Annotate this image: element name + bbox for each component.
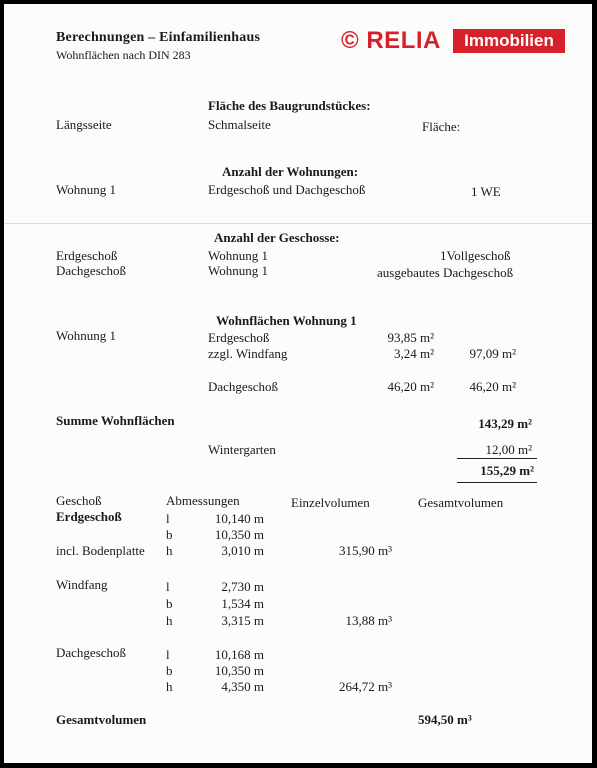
geschoss-row-value: 1Vollgeschoß: [440, 248, 511, 263]
dim-key: b: [166, 527, 173, 542]
schmalseite-label: Schmalseite: [208, 117, 271, 132]
volumen-group-name: Erdgeschoß: [56, 509, 122, 524]
wohnungen-label: Wohnung 1: [56, 182, 116, 197]
flaeche-row-area: 3,24 m²: [393, 346, 434, 361]
dim-key: b: [166, 663, 173, 678]
grundstueck-heading: Fläche des Baugrundstückes:: [208, 98, 371, 113]
dim-value: 10,350 m: [214, 663, 264, 678]
geschoss-row-value: ausgebautes Dachgeschoß: [377, 265, 514, 280]
flaeche-row-area: 93,85 m²: [387, 330, 434, 345]
volumen-group-name: Windfang: [56, 577, 108, 592]
dim-value: 3,010 m: [221, 543, 264, 558]
geschoss-row-unit: Wohnung 1: [208, 263, 268, 278]
volumen-group-volume: 315,90 m³: [338, 543, 392, 558]
volumen-group-name: Dachgeschoß: [56, 645, 127, 660]
flaeche-row-sum: 97,09 m²: [469, 346, 516, 361]
dim-key: b: [166, 596, 173, 611]
total-value: 155,29 m²: [480, 463, 534, 478]
dim-value: 3,315 m: [221, 613, 264, 628]
dim-value: 10,350 m: [214, 527, 264, 542]
flaeche-row-sum: 46,20 m²: [469, 379, 516, 394]
total-rule: [457, 482, 537, 483]
dim-value: 4,350 m: [221, 679, 264, 694]
geschoss-row-label: Dachgeschoß: [56, 263, 127, 278]
geschoss-row-unit: Wohnung 1: [208, 248, 268, 263]
col-header-gesamtvolumen: Gesamtvolumen: [418, 495, 504, 510]
dim-value: 10,140 m: [214, 511, 264, 526]
wintergarten-value: 12,00 m²: [485, 442, 532, 457]
col-header-einzelvolumen: Einzelvolumen: [291, 495, 370, 510]
flaeche-row-area: 46,20 m²: [387, 379, 434, 394]
relia-logo: [341, 26, 565, 56]
flaeche-row-name: Erdgeschoß: [208, 330, 270, 345]
dim-value: 1,534 m: [221, 596, 264, 611]
dim-key: h: [166, 679, 173, 694]
logo-tag: Immobilien: [453, 29, 565, 53]
flaeche-row-name: zzgl. Windfang: [208, 346, 288, 361]
document-subtitle: Wohnflächen nach DIN 283: [56, 48, 191, 62]
wohnungen-value: 1 WE: [471, 184, 501, 199]
volumen-group-volume: 264,72 m³: [338, 679, 392, 694]
dim-key: l: [166, 579, 170, 594]
document-page: [4, 4, 592, 763]
summe-value: 143,29 m²: [478, 416, 532, 431]
dim-key: l: [166, 511, 170, 526]
document-title: Berechnungen – Einfamilienhaus: [56, 30, 261, 45]
wohnflaechen-heading: Wohnflächen Wohnung 1: [216, 313, 357, 328]
logo-mark: © RELIA: [341, 27, 441, 54]
geschosse-heading: Anzahl der Geschosse:: [214, 230, 340, 245]
summe-label: Summe Wohnflächen: [56, 413, 175, 428]
laengsseite-label: Längsseite: [56, 117, 112, 132]
page-fold-line: [4, 223, 592, 224]
dim-value: 2,730 m: [221, 579, 264, 594]
dim-key: h: [166, 613, 173, 628]
wohnflaechen-label: Wohnung 1: [56, 328, 116, 343]
flaeche-label: Fläche:: [422, 119, 461, 134]
wohnungen-heading: Anzahl der Wohnungen:: [222, 164, 359, 179]
volumen-group-volume: 13,88 m³: [345, 613, 392, 628]
geschoss-row-label: Erdgeschoß: [56, 248, 118, 263]
col-header-geschoss: Geschoß: [56, 493, 102, 508]
gesamtvolumen-label: Gesamtvolumen: [56, 712, 147, 727]
sum-rule: [457, 458, 537, 459]
gesamtvolumen-value: 594,50 m³: [418, 712, 472, 727]
flaeche-row-name: Dachgeschoß: [208, 379, 279, 394]
volumen-group-note: incl. Bodenplatte: [56, 543, 145, 558]
col-header-abmessungen: Abmessungen: [166, 493, 240, 508]
dim-value: 10,168 m: [214, 647, 264, 662]
dim-key: h: [166, 543, 173, 558]
wintergarten-label: Wintergarten: [208, 442, 276, 457]
dim-key: l: [166, 647, 170, 662]
wohnungen-desc: Erdgeschoß und Dachgeschoß: [208, 182, 366, 197]
